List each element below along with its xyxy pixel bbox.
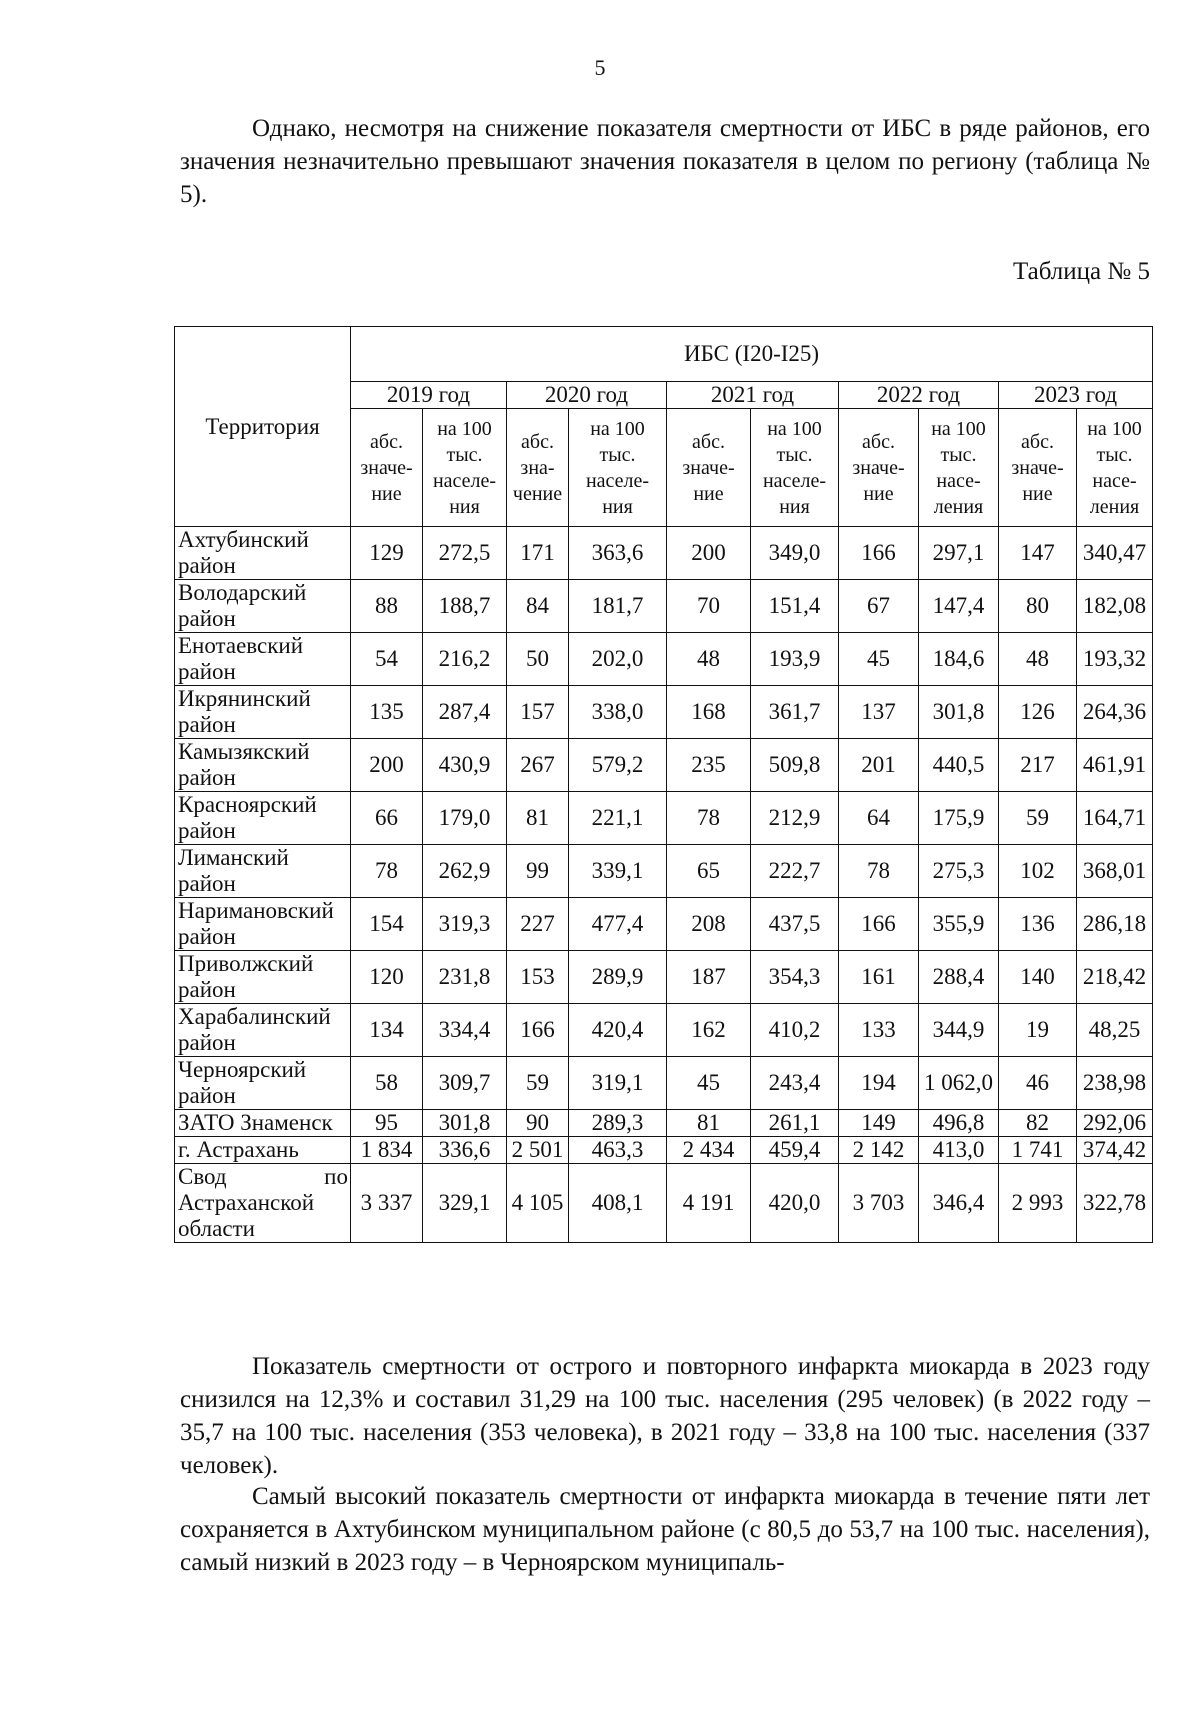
abs-value-cell: 147 — [999, 527, 1077, 580]
per-100k-cell: 354,3 — [751, 951, 839, 1004]
per-100k-cell: 184,6 — [919, 633, 999, 686]
abs-value-cell: 126 — [999, 686, 1077, 739]
per-100k-cell: 309,7 — [423, 1057, 507, 1110]
per-100k-header: на 100 тыс. населе-ния — [751, 409, 839, 527]
abs-value-cell: 200 — [351, 739, 423, 792]
per-100k-cell: 297,1 — [919, 527, 999, 580]
per-100k-cell: 288,4 — [919, 951, 999, 1004]
table-row — [175, 580, 1153, 633]
per-100k-cell: 182,08 — [1077, 580, 1153, 633]
abs-value-cell: 64 — [839, 792, 919, 845]
territory-cell: Володарский район — [175, 580, 351, 633]
abs-value-cell: 208 — [667, 898, 751, 951]
per-100k-cell: 221,1 — [569, 792, 667, 845]
per-100k-cell: 420,0 — [751, 1164, 839, 1243]
per-100k-cell: 346,4 — [919, 1164, 999, 1243]
abs-value-cell: 166 — [507, 1004, 569, 1057]
per-100k-cell: 202,0 — [569, 633, 667, 686]
abs-value-header: абс. значе-ние — [839, 409, 919, 527]
abs-value-cell: 129 — [351, 527, 423, 580]
abs-value-cell: 81 — [667, 1110, 751, 1137]
abs-value-cell: 120 — [351, 951, 423, 1004]
abs-value-cell: 45 — [667, 1057, 751, 1110]
per-100k-cell: 262,9 — [423, 845, 507, 898]
abs-value-cell: 54 — [351, 633, 423, 686]
per-100k-cell: 287,4 — [423, 686, 507, 739]
page-number: 5 — [594, 55, 606, 80]
per-100k-cell: 329,1 — [423, 1164, 507, 1243]
intro-paragraph: Однако, несмотря на снижение показателя смертности от ИБС в ряде районов, его значения незначительно превышают значения показателя в целом по региону (таблица № 5). — [180, 115, 1150, 208]
abs-value-cell: 81 — [507, 792, 569, 845]
year-header: 2019 год — [351, 382, 507, 409]
per-100k-cell: 289,3 — [569, 1110, 667, 1137]
per-100k-cell: 292,06 — [1077, 1110, 1153, 1137]
abs-value-cell: 200 — [667, 527, 751, 580]
table-row — [175, 527, 1153, 580]
abs-value-cell: 194 — [839, 1057, 919, 1110]
abs-value-cell: 154 — [351, 898, 423, 951]
per-100k-cell: 212,9 — [751, 792, 839, 845]
territory-cell: Черноярский район — [175, 1057, 351, 1110]
per-100k-cell: 437,5 — [751, 898, 839, 951]
abs-value-cell: 78 — [667, 792, 751, 845]
per-100k-cell: 349,0 — [751, 527, 839, 580]
table-row — [175, 1110, 1153, 1137]
territory-cell: Енотаевский район — [175, 633, 351, 686]
abs-value-cell: 135 — [351, 686, 423, 739]
abs-value-cell: 88 — [351, 580, 423, 633]
per-100k-cell: 151,4 — [751, 580, 839, 633]
abs-value-header: абс. значе-ние — [667, 409, 751, 527]
table-row — [175, 1164, 1153, 1243]
abs-value-cell: 102 — [999, 845, 1077, 898]
abs-value-cell: 2 142 — [839, 1137, 919, 1164]
year-header: 2022 год — [839, 382, 999, 409]
abs-value-cell: 19 — [999, 1004, 1077, 1057]
abs-value-cell: 267 — [507, 739, 569, 792]
abs-value-cell: 235 — [667, 739, 751, 792]
table-row — [175, 1004, 1153, 1057]
abs-value-cell: 140 — [999, 951, 1077, 1004]
table-row — [175, 1057, 1153, 1110]
per-100k-cell: 420,4 — [569, 1004, 667, 1057]
per-100k-cell: 286,18 — [1077, 898, 1153, 951]
per-100k-cell: 579,2 — [569, 739, 667, 792]
abs-value-cell: 161 — [839, 951, 919, 1004]
per-100k-header: на 100 тыс. насе-ления — [919, 409, 999, 527]
ibs-mortality-table — [174, 326, 1153, 1243]
abs-value-cell: 137 — [839, 686, 919, 739]
abs-value-cell: 2 434 — [667, 1137, 751, 1164]
per-100k-cell: 336,6 — [423, 1137, 507, 1164]
per-100k-header: на 100 тыс. населе-ния — [569, 409, 667, 527]
abs-value-cell: 157 — [507, 686, 569, 739]
per-100k-cell: 261,1 — [751, 1110, 839, 1137]
abs-value-cell: 217 — [999, 739, 1077, 792]
per-100k-cell: 301,8 — [423, 1110, 507, 1137]
abs-value-cell: 70 — [667, 580, 751, 633]
territory-cell: Приволжский район — [175, 951, 351, 1004]
table-row — [175, 1137, 1153, 1164]
per-100k-cell: 188,7 — [423, 580, 507, 633]
per-100k-cell: 461,91 — [1077, 739, 1153, 792]
per-100k-cell: 218,42 — [1077, 951, 1153, 1004]
abs-value-cell: 2 993 — [999, 1164, 1077, 1243]
abs-value-cell: 187 — [667, 951, 751, 1004]
abs-value-cell: 80 — [999, 580, 1077, 633]
ibs-group-header: ИБС (I20-I25) — [351, 327, 1153, 382]
per-100k-cell: 496,8 — [919, 1110, 999, 1137]
table-row — [175, 633, 1153, 686]
per-100k-cell: 413,0 — [919, 1137, 999, 1164]
abs-value-cell: 3 337 — [351, 1164, 423, 1243]
mi-rate-paragraph: Показатель смертности от острого и повторного инфаркта миокарда в 2023 году снизился на 12,3% и составил 31,29 на 100 тыс. населения (295 человек) (в 2022 году – 35,7 на 100 тыс. населения (353 человека), в 2021 году – 33,8 на 100 тыс. населения (337 человек). — [180, 1353, 1150, 1479]
abs-value-cell: 134 — [351, 1004, 423, 1057]
abs-value-cell: 171 — [507, 527, 569, 580]
abs-value-cell: 99 — [507, 845, 569, 898]
per-100k-cell: 477,4 — [569, 898, 667, 951]
per-100k-cell: 164,71 — [1077, 792, 1153, 845]
territory-cell: Камызякский район — [175, 739, 351, 792]
abs-value-cell: 4 105 — [507, 1164, 569, 1243]
abs-value-header: абс. зна-чение — [507, 409, 569, 527]
per-100k-cell: 340,47 — [1077, 527, 1153, 580]
territory-cell: Наримановский район — [175, 898, 351, 951]
per-100k-cell: 48,25 — [1077, 1004, 1153, 1057]
per-100k-cell: 344,9 — [919, 1004, 999, 1057]
abs-value-cell: 1 741 — [999, 1137, 1077, 1164]
per-100k-cell: 175,9 — [919, 792, 999, 845]
per-100k-cell: 363,6 — [569, 527, 667, 580]
abs-value-cell: 149 — [839, 1110, 919, 1137]
territory-header: Территория — [175, 327, 351, 527]
per-100k-cell: 181,7 — [569, 580, 667, 633]
table-row — [175, 792, 1153, 845]
abs-value-cell: 133 — [839, 1004, 919, 1057]
per-100k-header: на 100 тыс. населе-ния — [423, 409, 507, 527]
per-100k-cell: 322,78 — [1077, 1164, 1153, 1243]
per-100k-cell: 339,1 — [569, 845, 667, 898]
per-100k-cell: 231,8 — [423, 951, 507, 1004]
table-caption: Таблица № 5 — [1012, 258, 1150, 285]
abs-value-cell: 82 — [999, 1110, 1077, 1137]
per-100k-cell: 243,4 — [751, 1057, 839, 1110]
abs-value-cell: 168 — [667, 686, 751, 739]
abs-value-cell: 1 834 — [351, 1137, 423, 1164]
table-row — [175, 845, 1153, 898]
territory-cell: Ахтубинский район — [175, 527, 351, 580]
per-100k-cell: 289,9 — [569, 951, 667, 1004]
table-row — [175, 898, 1153, 951]
per-100k-cell: 368,01 — [1077, 845, 1153, 898]
abs-value-cell: 90 — [507, 1110, 569, 1137]
territory-cell: Свод по Астраханской области — [175, 1164, 351, 1243]
abs-value-cell: 153 — [507, 951, 569, 1004]
per-100k-cell: 275,3 — [919, 845, 999, 898]
abs-value-cell: 45 — [839, 633, 919, 686]
abs-value-cell: 166 — [839, 527, 919, 580]
per-100k-cell: 264,36 — [1077, 686, 1153, 739]
per-100k-cell: 509,8 — [751, 739, 839, 792]
abs-value-cell: 67 — [839, 580, 919, 633]
mi-highest-paragraph: Самый высокий показатель смертности от инфаркта миокарда в течение пяти лет сохраняется в Ахтубинском муниципальном районе (с 80,5 до 53,7 на 100 тыс. населения), самый низкий в 2023 году – в Черноярском муниципаль- — [180, 1483, 1150, 1576]
per-100k-cell: 355,9 — [919, 898, 999, 951]
abs-value-cell: 2 501 — [507, 1137, 569, 1164]
table-row — [175, 739, 1153, 792]
per-100k-cell: 410,2 — [751, 1004, 839, 1057]
per-100k-cell: 374,42 — [1077, 1137, 1153, 1164]
per-100k-cell: 193,32 — [1077, 633, 1153, 686]
per-100k-cell: 319,3 — [423, 898, 507, 951]
per-100k-cell: 408,1 — [569, 1164, 667, 1243]
abs-value-cell: 66 — [351, 792, 423, 845]
per-100k-cell: 334,4 — [423, 1004, 507, 1057]
per-100k-cell: 338,0 — [569, 686, 667, 739]
table-body — [175, 527, 1153, 1243]
table-row — [175, 686, 1153, 739]
abs-value-cell: 78 — [351, 845, 423, 898]
per-100k-cell: 459,4 — [751, 1137, 839, 1164]
per-100k-cell: 193,9 — [751, 633, 839, 686]
per-100k-cell: 301,8 — [919, 686, 999, 739]
abs-value-cell: 48 — [667, 633, 751, 686]
abs-value-cell: 48 — [999, 633, 1077, 686]
per-100k-cell: 222,7 — [751, 845, 839, 898]
per-100k-cell: 238,98 — [1077, 1057, 1153, 1110]
abs-value-cell: 58 — [351, 1057, 423, 1110]
abs-value-cell: 78 — [839, 845, 919, 898]
territory-cell: Харабалинский район — [175, 1004, 351, 1057]
abs-value-cell: 95 — [351, 1110, 423, 1137]
per-100k-cell: 272,5 — [423, 527, 507, 580]
territory-cell: Красноярский район — [175, 792, 351, 845]
abs-value-cell: 201 — [839, 739, 919, 792]
territory-cell: ЗАТО Знаменск — [175, 1110, 351, 1137]
year-header: 2021 год — [667, 382, 839, 409]
per-100k-cell: 463,3 — [569, 1137, 667, 1164]
per-100k-cell: 216,2 — [423, 633, 507, 686]
table-row — [175, 951, 1153, 1004]
territory-cell: Лиманский район — [175, 845, 351, 898]
per-100k-cell: 147,4 — [919, 580, 999, 633]
per-100k-cell: 361,7 — [751, 686, 839, 739]
abs-value-header: абс. значе-ние — [351, 409, 423, 527]
year-header: 2020 год — [507, 382, 667, 409]
per-100k-cell: 179,0 — [423, 792, 507, 845]
abs-value-header: абс. значе-ние — [999, 409, 1077, 527]
abs-value-cell: 3 703 — [839, 1164, 919, 1243]
year-header: 2023 год — [999, 382, 1153, 409]
per-100k-cell: 319,1 — [569, 1057, 667, 1110]
abs-value-cell: 4 191 — [667, 1164, 751, 1243]
abs-value-cell: 59 — [999, 792, 1077, 845]
territory-cell: г. Астрахань — [175, 1137, 351, 1164]
per-100k-cell: 440,5 — [919, 739, 999, 792]
abs-value-cell: 136 — [999, 898, 1077, 951]
abs-value-cell: 227 — [507, 898, 569, 951]
abs-value-cell: 46 — [999, 1057, 1077, 1110]
abs-value-cell: 84 — [507, 580, 569, 633]
abs-value-cell: 65 — [667, 845, 751, 898]
per-100k-cell: 430,9 — [423, 739, 507, 792]
territory-cell: Икрянинский район — [175, 686, 351, 739]
per-100k-header: на 100 тыс. насе-ления — [1077, 409, 1153, 527]
abs-value-cell: 162 — [667, 1004, 751, 1057]
abs-value-cell: 59 — [507, 1057, 569, 1110]
per-100k-cell: 1 062,0 — [919, 1057, 999, 1110]
abs-value-cell: 166 — [839, 898, 919, 951]
abs-value-cell: 50 — [507, 633, 569, 686]
